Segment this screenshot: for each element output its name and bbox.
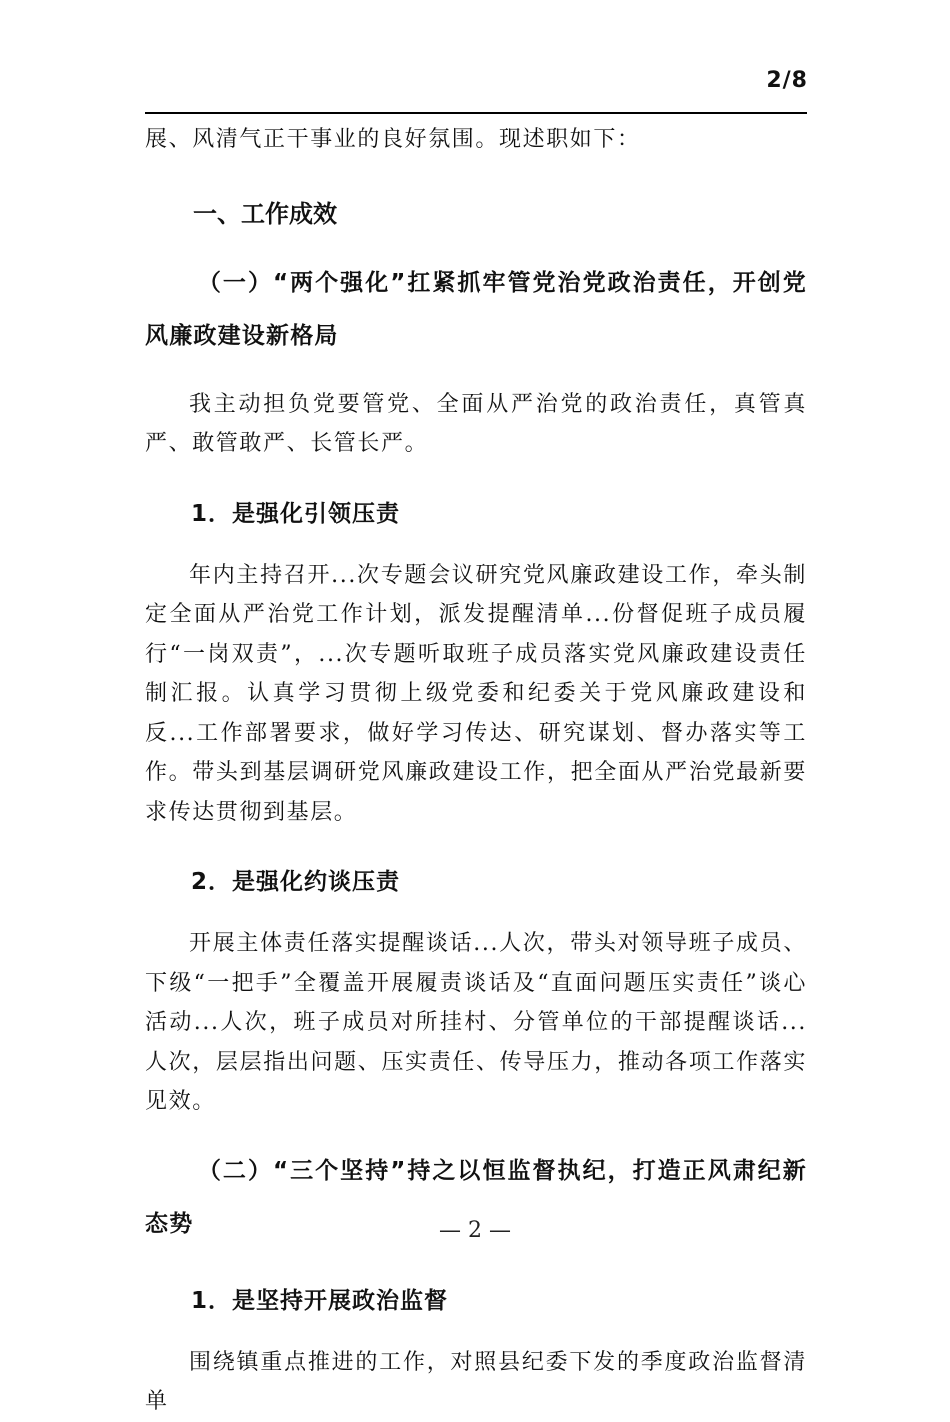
- page-footer-number: — 2 —: [439, 1218, 511, 1243]
- section-heading: 一、工作成效: [193, 199, 337, 228]
- item-heading: 1．是强化引领压责: [191, 500, 401, 527]
- item-paragraph: 围绕镇重点推进的工作，对照县纪委下发的季度政治监督清单: [145, 1349, 807, 1414]
- item-heading: 1．是坚持开展政治监督: [191, 1287, 449, 1314]
- subsection-heading: （一）“两个强化”扛紧抓牢管党治党政治责任，开创党风廉政建设新格局: [145, 269, 807, 349]
- item-paragraph: 开展主体责任落实提醒谈话...人次，带头对领导班子成员、下级“一把手”全覆盖开展履责谈话及“直面问题压实责任”谈心活动...人次，班子成员对所挂村、分管单位的干部提醒谈话...人次，层层指出问题、压实责任、传导压力，推动各项工作落实见效。: [145, 931, 807, 1114]
- subsection-intro: 我主动担负党要管党、全面从严治党的政治责任，真管真严、敢管敢严、长管长严。: [145, 391, 807, 456]
- page-indicator: 2/8: [766, 68, 808, 93]
- item-heading: 2．是强化约谈压责: [191, 869, 401, 895]
- subsection-heading: （二）“三个坚持”持之以恒监督执纪，打造正风肃纪新态势: [145, 1157, 807, 1237]
- item-paragraph: 年内主持召开...次专题会议研究党风廉政建设工作，牵头制定全面从严治党工作计划，派发提醒清单...份督促班子成员履行“一岗双责”，...次专题听取班子成员落实党风廉政建设责任制汇报。认真学习贯彻上级党委和纪委关于党风廉政建设和反...工作部署要求，做好学习传达、研究谋划、督办落实等工作。带头到基层调研党风廉政建设工作，把全面从严治党最新要求传达贯彻到基层。: [145, 562, 807, 825]
- header-rule: [145, 112, 807, 114]
- intro-continuation: 展、风清气正干事业的良好氛围。现述职如下：: [145, 127, 641, 152]
